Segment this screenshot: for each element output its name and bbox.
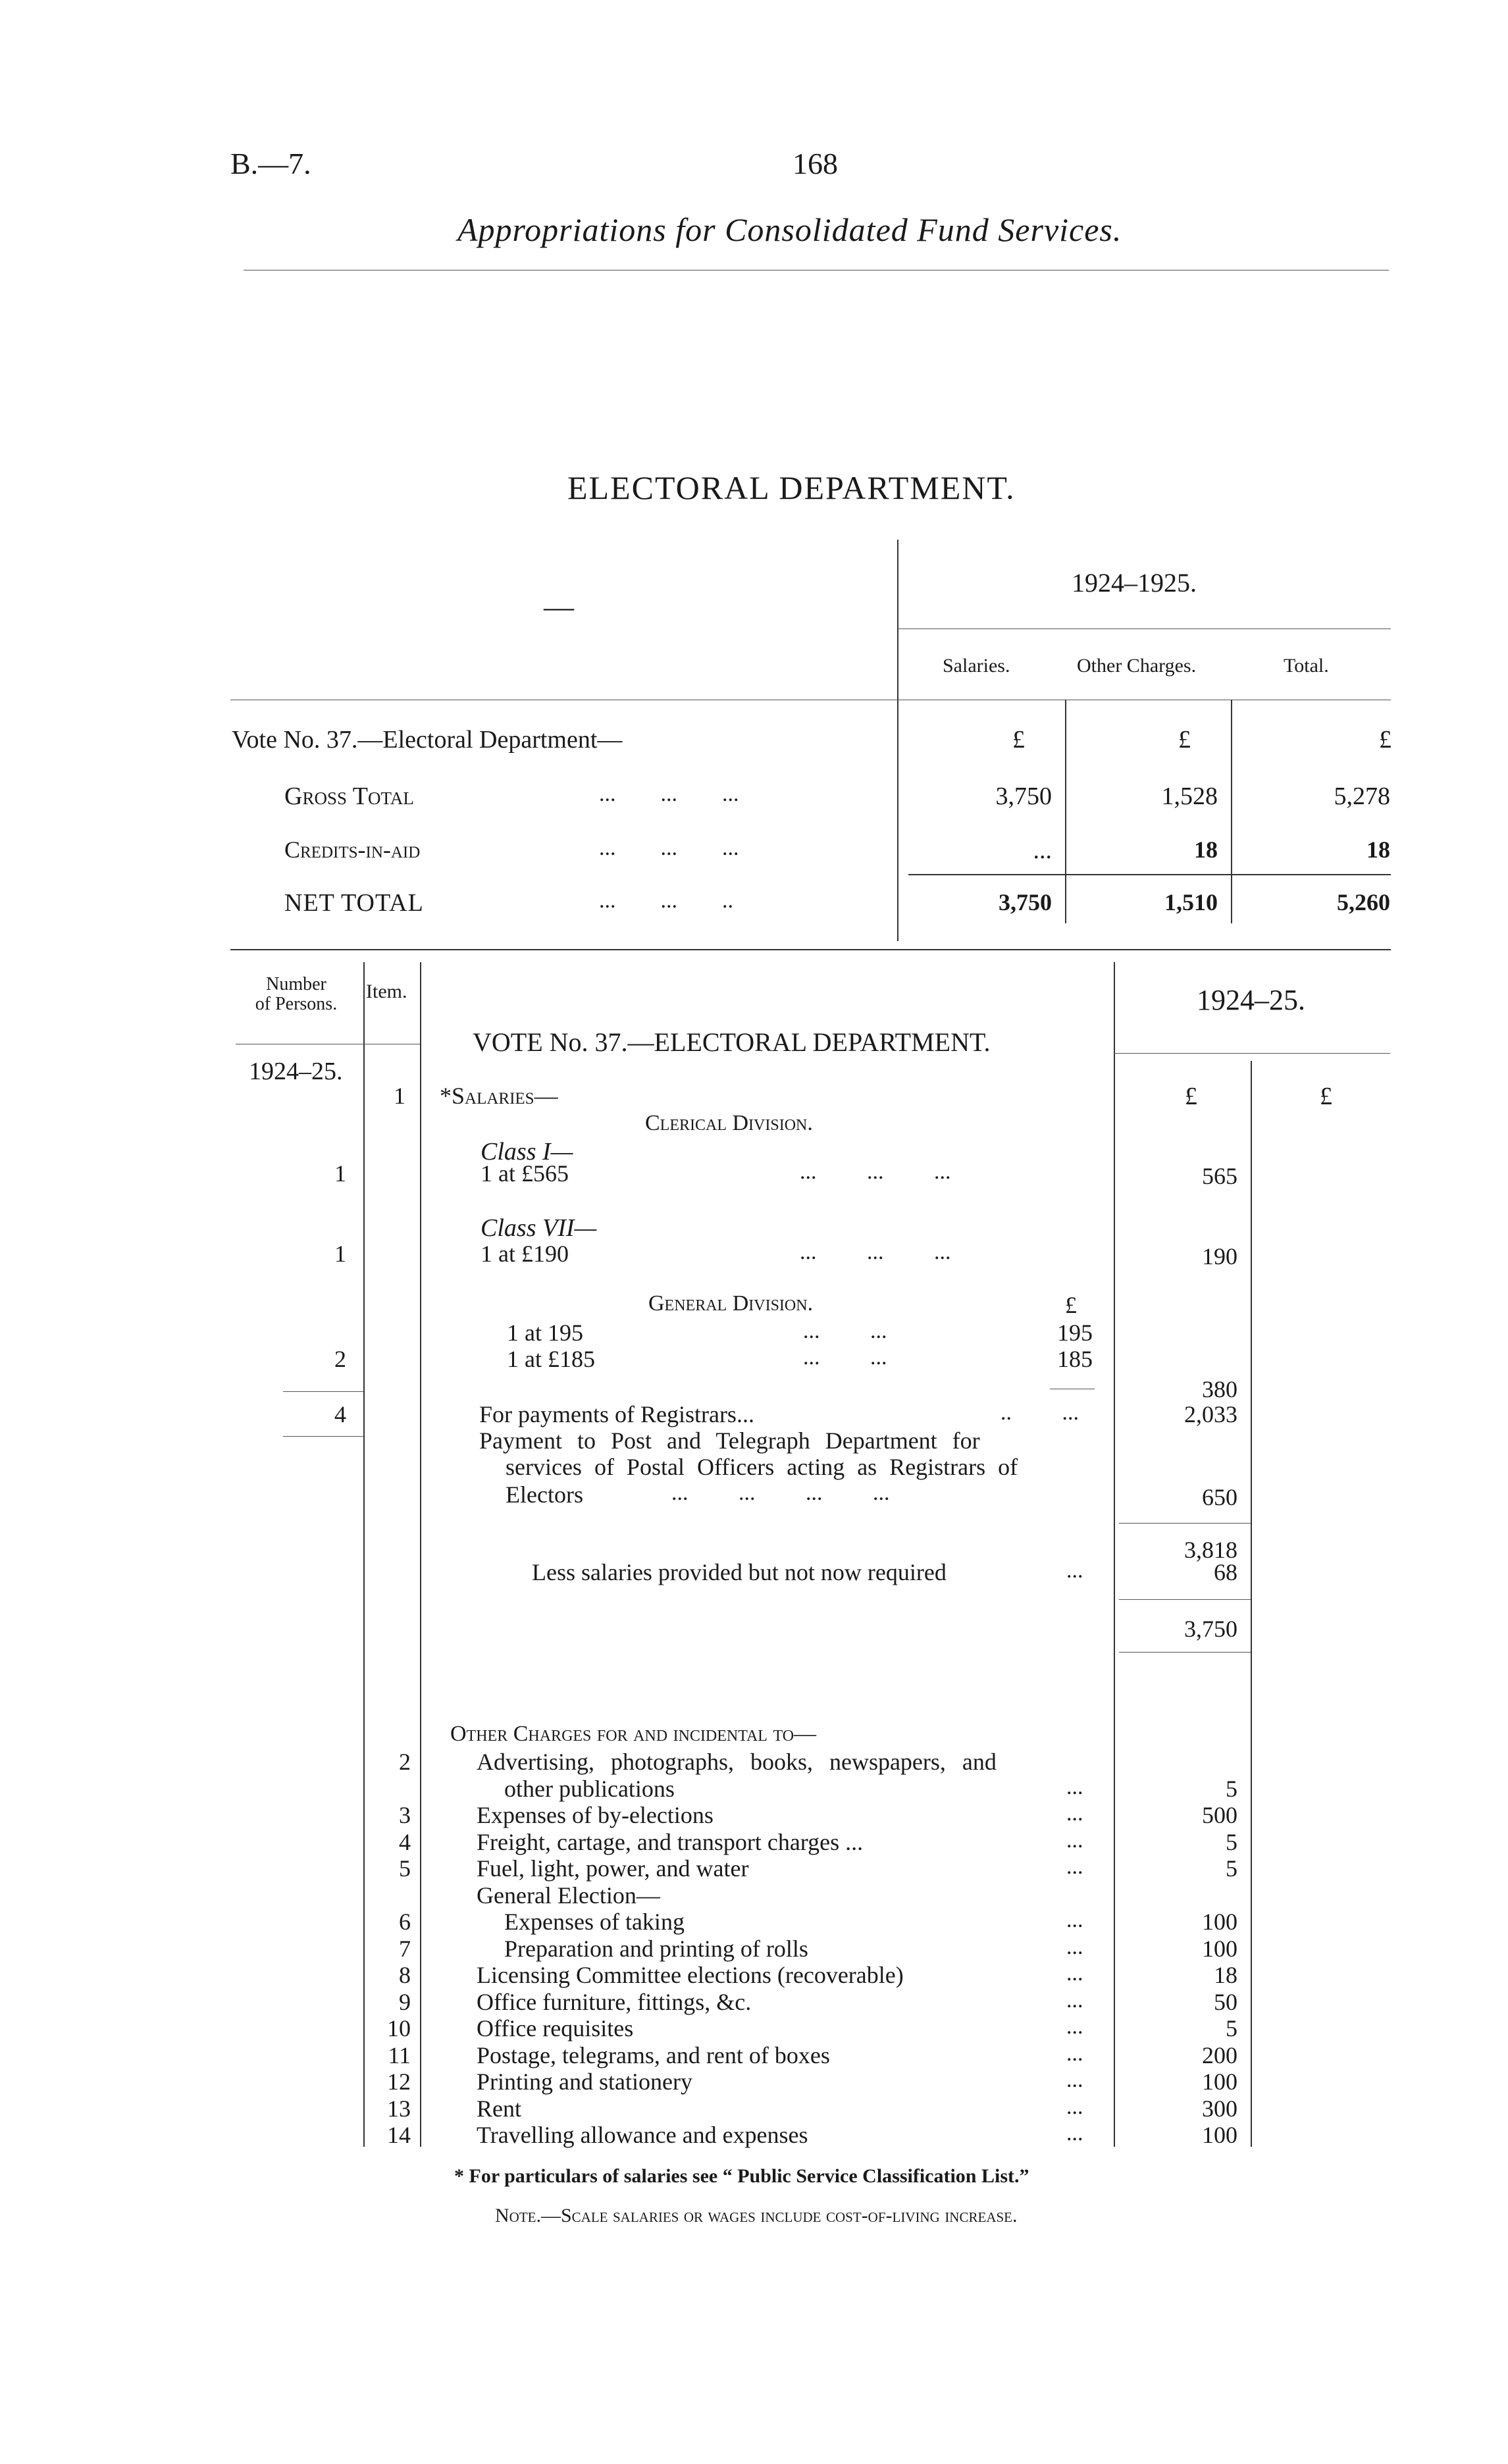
summary-row-dots: ... ... ..: [599, 888, 733, 913]
head-persons-1: Number: [266, 974, 326, 994]
registrars-label: For payments of Registrars...: [479, 1401, 754, 1427]
other-charge-amount: 300: [1202, 2095, 1237, 2122]
net-rule: [1119, 1599, 1251, 1600]
general-total: 380: [1202, 1376, 1237, 1402]
general-persons: 2: [334, 1346, 346, 1372]
summary-currency-salaries: £: [1012, 726, 1025, 754]
other-charge-amount: 5: [1226, 1776, 1237, 1802]
col-salaries: Salaries.: [943, 655, 1010, 677]
head-year: 1924–25.: [1197, 984, 1305, 1016]
summary-row-other: 1,510: [1164, 889, 1218, 915]
department-title: ELECTORAL DEPARTMENT.: [567, 469, 1016, 506]
other-charge-amount: 500: [1202, 1802, 1237, 1828]
persons-sum-rule: [283, 1391, 363, 1392]
summary-divider: [897, 540, 898, 941]
general-currency: £: [1065, 1292, 1077, 1318]
dots: ...: [1066, 1855, 1083, 1879]
other-charge-item-number: 6: [399, 1909, 411, 1935]
summary-row-dots: ... ... ...: [599, 782, 739, 806]
summary-row-other: 18: [1194, 836, 1218, 863]
other-charge-amount: 5: [1226, 2015, 1237, 2041]
other-charge-item-number: 11: [388, 2042, 411, 2068]
other-charge-item-number: 13: [387, 2095, 411, 2122]
summary-row-salaries: ...: [1033, 836, 1052, 864]
other-charge-item-number: 9: [399, 1989, 411, 2015]
other-charge-item-number: 14: [387, 2122, 411, 2148]
vote-title: VOTE No. 37.—ELECTORAL DEPARTMENT.: [473, 1027, 991, 1057]
other-charge-item-number: 12: [387, 2068, 411, 2095]
salaries-heading: *Salaries—: [440, 1083, 558, 1109]
dots: ...: [1066, 1961, 1083, 1986]
subtotal-rule: [1119, 1523, 1251, 1524]
summary-row-other: 1,528: [1161, 783, 1218, 810]
class-1-label: Class I—: [481, 1138, 573, 1166]
summary-col-divider-1: [1065, 700, 1066, 923]
other-charge-amount: 100: [1202, 2068, 1237, 2095]
dots: ... ... ... ...: [671, 1481, 890, 1505]
dots: ...: [1066, 1935, 1083, 1959]
dots: ...: [1066, 1801, 1083, 1826]
persons-total-rule: [283, 1436, 363, 1437]
general-2-line: 1 at £185: [507, 1346, 595, 1372]
dots: ... ... ...: [800, 1240, 951, 1264]
registrars-amount: 2,033: [1184, 1401, 1237, 1427]
summary-bottom-rule: [230, 949, 1391, 950]
summary-currency-other: £: [1178, 726, 1191, 754]
summary-year: 1924–1925.: [1072, 568, 1197, 598]
head-persons-2: of Persons.: [255, 994, 338, 1014]
general-2-amount: 185: [1057, 1346, 1093, 1372]
detail-col-items-left: [363, 962, 365, 2147]
currency-col-1: £: [1185, 1083, 1197, 1110]
summary-row-salaries: 3,750: [999, 889, 1052, 915]
other-charge-amount: 5: [1226, 1855, 1237, 1882]
col-other-charges: Other Charges.: [1077, 655, 1197, 677]
other-charge-label: Advertising, photographs, books, newspapers, and: [477, 1749, 997, 1775]
dots: ...: [1066, 2121, 1083, 2145]
other-charge-label: Expenses of by-elections: [477, 1802, 714, 1828]
other-charge-amount: 5: [1226, 1829, 1237, 1855]
head-item: Item.: [366, 981, 407, 1002]
other-charge-label: Fuel, light, power, and water: [477, 1855, 749, 1882]
footnote: * For particulars of salaries see “ Public Service Classification List.”: [454, 2165, 1029, 2187]
summary-row-label: Gross Total: [284, 783, 414, 810]
other-charge-label: Travelling allowance and expenses: [477, 2122, 808, 2148]
general-1-amount: 195: [1057, 1320, 1093, 1346]
net-amount: 3,750: [1184, 1616, 1237, 1642]
other-charge-amount: 18: [1214, 1962, 1237, 1988]
dots: ... ... ...: [800, 1160, 951, 1184]
other-charge-label: Freight, cartage, and transport charges ...: [477, 1829, 864, 1855]
other-charge-item-number: 10: [387, 2015, 411, 2041]
persons-year: 1924–25.: [249, 1058, 343, 1085]
less-amount: 68: [1214, 1559, 1237, 1585]
currency-col-2: £: [1320, 1083, 1332, 1110]
page-ref: B.—7.: [230, 147, 311, 180]
other-charge-item-number: 2: [399, 1749, 411, 1775]
other-charge-item-number: 8: [399, 1962, 411, 1988]
other-charge-label: Rent: [477, 2095, 521, 2122]
class-7-persons: 1: [334, 1241, 346, 1267]
clerical-division: Clerical Division.: [645, 1111, 813, 1135]
detail-col-amount-right: [1251, 1061, 1252, 2147]
postal-line-2: services of Postal Officers acting as Registrars of: [506, 1454, 1018, 1480]
less-label: Less salaries provided but not now required: [532, 1559, 947, 1585]
other-charge-label: Preparation and printing of rolls: [504, 1936, 808, 1962]
dots: ...: [1066, 2095, 1083, 2119]
subtotal-amount: 3,818: [1184, 1537, 1237, 1563]
dots: ...: [1066, 2068, 1083, 2092]
other-charge-label: Office requisites: [477, 2015, 634, 2041]
other-charge-amount: 50: [1214, 1989, 1237, 2015]
dots: ... ...: [803, 1345, 887, 1370]
postal-amount: 650: [1202, 1484, 1237, 1510]
other-charge-label: Office furniture, fittings, &c.: [477, 1989, 752, 2015]
dots: ...: [1066, 1828, 1083, 1853]
summary-net-rule: [908, 874, 1391, 875]
other-charge-amount: 200: [1202, 2042, 1237, 2068]
summary-row-dots: ... ... ...: [599, 836, 739, 860]
salaries-item: 1: [394, 1083, 405, 1109]
summary-row-total: 18: [1366, 836, 1390, 863]
page-subtitle: Appropriations for Consolidated Fund Services.: [457, 211, 1122, 248]
other-charge-label: Expenses of taking: [504, 1909, 685, 1935]
summary-col-divider-2: [1231, 700, 1232, 923]
postal-line-3: Electors: [506, 1481, 583, 1508]
dots: ...: [1066, 1775, 1083, 1799]
class-7-line: 1 at £190: [481, 1241, 569, 1267]
class-1-line: 1 at £565: [481, 1160, 569, 1187]
summary-row-total: 5,278: [1334, 783, 1390, 810]
class-7-amount: 190: [1202, 1243, 1237, 1270]
other-charge-label: Postage, telegrams, and rent of boxes: [477, 2042, 830, 2068]
other-charge-item-number: 5: [399, 1855, 411, 1882]
vote-label: Vote No. 37.—Electoral Department—: [232, 726, 623, 754]
other-charge-item-number: 3: [399, 1802, 411, 1828]
other-charge-amount: 100: [1202, 1936, 1237, 1962]
class-1-amount: 565: [1202, 1163, 1237, 1189]
class-7-label: Class VII—: [481, 1214, 597, 1242]
other-charge-label: other publications: [504, 1776, 675, 1802]
dots: ...: [1066, 1908, 1083, 1932]
general-1-line: 1 at 195: [507, 1320, 583, 1346]
net-bottom-rule: [1119, 1652, 1251, 1653]
total-persons: 4: [334, 1401, 346, 1427]
dots: ...: [1066, 1558, 1083, 1583]
other-charge-label: Licensing Committee elections (recoverable): [477, 1962, 904, 1988]
note: Note.—Scale salaries or wages include cost-of-living increase.: [495, 2205, 1018, 2226]
detail-col-amount-left: [1114, 962, 1115, 2147]
other-charge-item-number: 7: [399, 1936, 411, 1962]
summary-currency-total: £: [1379, 726, 1391, 754]
other-charge-amount: 100: [1202, 2122, 1237, 2148]
other-charges-heading: Other Charges for and incidental to—: [450, 1722, 817, 1746]
dots: ...: [1066, 2015, 1083, 2039]
detail-head-rule-right: [1114, 1053, 1390, 1054]
class-1-persons: 1: [334, 1160, 346, 1187]
postal-line-1: Payment to Post and Telegraph Department for: [479, 1427, 980, 1454]
general-division: General Division.: [648, 1291, 814, 1316]
page-number: 168: [793, 147, 838, 180]
summary-row-label: NET TOTAL: [284, 889, 424, 917]
summary-row-salaries: 3,750: [995, 783, 1052, 810]
dots: ... ...: [803, 1319, 887, 1343]
col-total: Total.: [1284, 655, 1329, 677]
dots: ...: [1066, 1988, 1083, 2013]
dots: .. ...: [1001, 1400, 1079, 1425]
summary-row-total: 5,260: [1337, 889, 1390, 915]
summary-row-label: Credits-in-aid: [284, 836, 421, 863]
summary-dash: —: [544, 590, 574, 623]
other-charge-item-number: 4: [399, 1829, 411, 1855]
dots: ...: [1066, 2041, 1083, 2066]
other-charge-label: General Election—: [477, 1882, 660, 1909]
other-charge-amount: 100: [1202, 1909, 1237, 1935]
detail-col-items-right: [420, 962, 421, 2147]
other-charge-label: Printing and stationery: [477, 2068, 692, 2095]
